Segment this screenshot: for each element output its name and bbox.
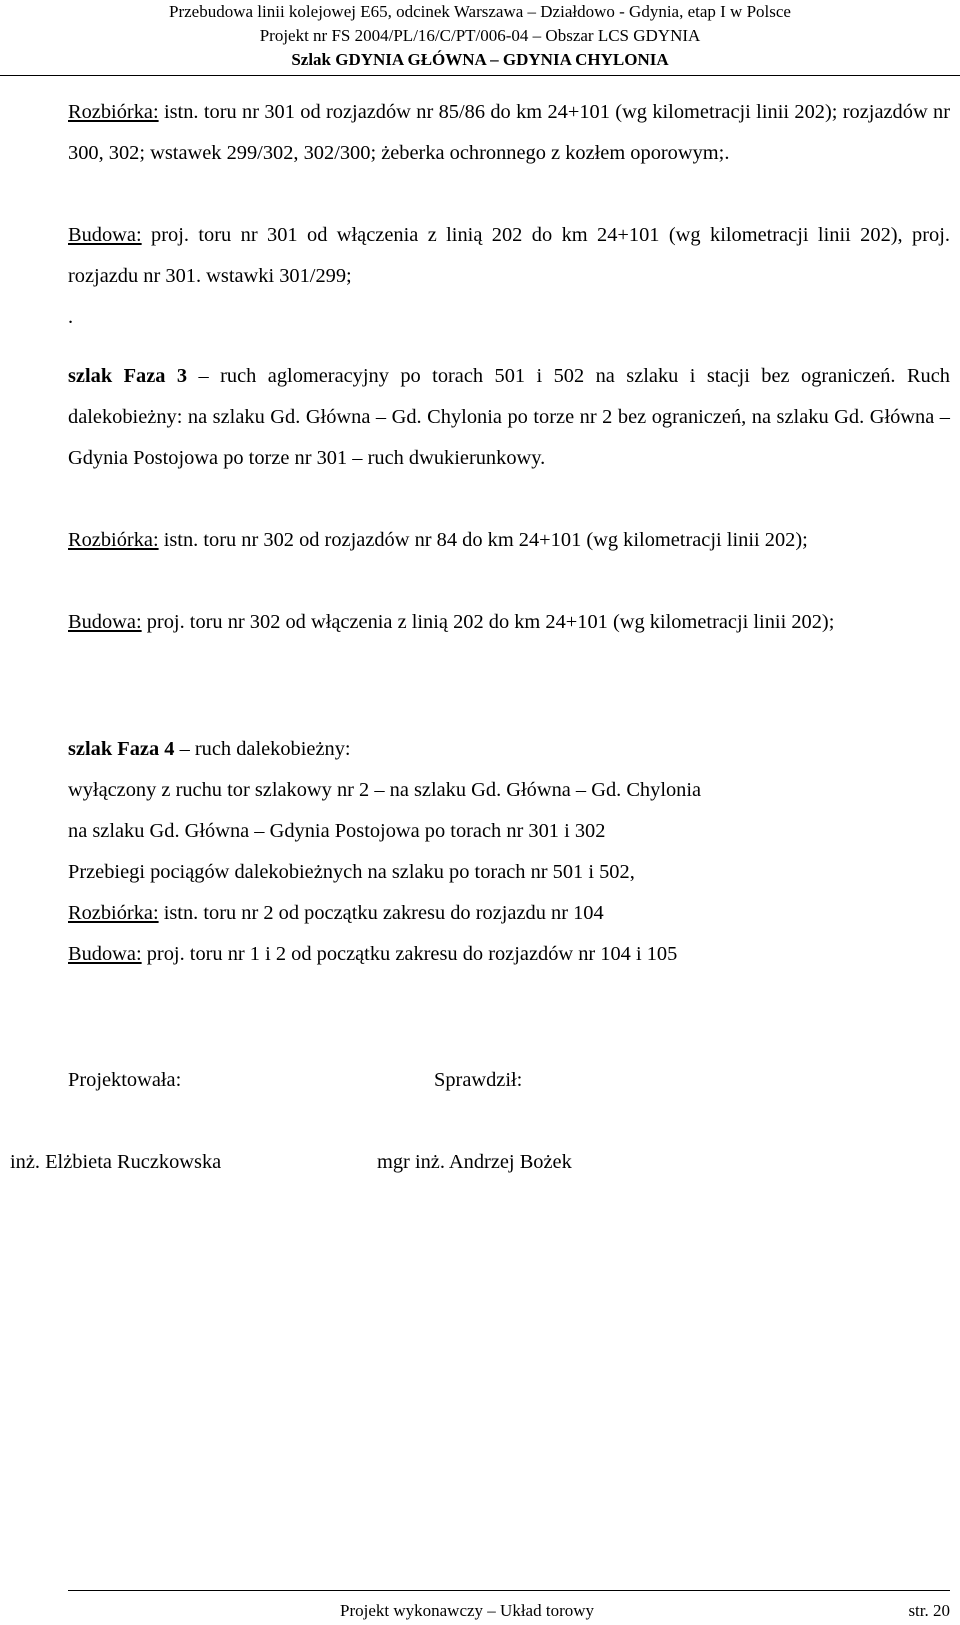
header-section-title: Szlak GDYNIA GŁÓWNA – GDYNIA CHYLONIA (291, 50, 669, 69)
paragraph-construction-302 (68, 602, 950, 643)
header-project-number: Projekt nr FS 2004/PL/16/C/PT/006-04 – Obszar LCS GDYNIA (259, 26, 701, 45)
footer-document-title: Projekt wykonawczy – Układ torowy (340, 1601, 595, 1620)
phase-label: szlak Faza 4 (68, 738, 175, 760)
footer-divider (68, 1590, 950, 1591)
checked-by-label: Sprawdził: (434, 1069, 523, 1091)
phase-label: szlak Faza 3 (68, 365, 188, 387)
demolition-label: Rozbiórka: (68, 101, 159, 123)
line-route-postojowa: na szlaku Gd. Główna – Gdynia Postojowa po torach nr 301 i 302 (68, 820, 606, 842)
paragraph-demolition-track-2 (68, 893, 950, 934)
construction-label: Budowa: (68, 943, 142, 965)
paragraph-dot: . (68, 306, 74, 328)
header-divider (0, 75, 960, 76)
header-project-title: Przebudowa linii kolejowej E65, odcinek Warszawa – Działdowo - Gdynia, etap I w Polsce (169, 2, 791, 21)
paragraph-construction-tracks-1-2 (68, 934, 950, 975)
checker-name: mgr inż. Andrzej Bożek (377, 1151, 572, 1173)
designer-name: inż. Elżbieta Ruczkowska (10, 1151, 222, 1173)
line-long-distance-trains: Przebiegi pociągów dalekobieżnych na szlaku po torach nr 501 i 502, (68, 861, 635, 883)
paragraph-text: proj. toru nr 1 i 2 od początku zakresu do rozjazdów nr 104 i 105 (141, 943, 678, 965)
paragraph-phase-4 (68, 729, 950, 770)
paragraph-text: istn. toru nr 301 od rozjazdów nr 85/86 do km 24+101 (wg kilometracji linii 202); rozjazdów nr 300, 302; wstawek 299/302, 302/300; żeberka ochronnego z kozłem oporowym;. (68, 101, 950, 164)
paragraph-text: proj. toru nr 301 od włączenia z linią 202 do km 24+101 (wg kilometracji linii 202), proj. rozjazdu nr 301. wstawki 301/299; (68, 224, 950, 287)
paragraph-text: – ruch dalekobieżny: (174, 738, 351, 760)
paragraph-text: istn. toru nr 2 od początku zakresu do rozjazdu nr 104 (158, 902, 604, 924)
paragraph-phase-3 (68, 356, 950, 479)
construction-label: Budowa: (68, 224, 142, 246)
paragraph-demolition-302 (68, 520, 950, 561)
paragraph-text: – ruch aglomeracyjny po torach 501 i 502 na szlaku i stacji bez ograniczeń. Ruch dalekobieżny: na szlaku Gd. Główna – Gd. Chylonia po torze nr 2 bez ograniczeń, na szlaku Gd. Główna – Gdynia Postojowa po torze nr 301 – ruch dwukierunkowy. (68, 365, 950, 469)
paragraph-text: proj. toru nr 302 od włączenia z linią 202 do km 24+101 (wg kilometracji linii 202); (141, 611, 835, 633)
demolition-label: Rozbiórka: (68, 529, 159, 551)
designed-by-label: Projektowała: (68, 1069, 182, 1091)
paragraph-construction-301 (68, 215, 950, 297)
line-track-closed: wyłączony z ruchu tor szlakowy nr 2 – na szlaku Gd. Główna – Gd. Chylonia (68, 779, 702, 801)
page-number: str. 20 (908, 1601, 950, 1620)
demolition-label: Rozbiórka: (68, 902, 159, 924)
paragraph-text: istn. toru nr 302 od rozjazdów nr 84 do km 24+101 (wg kilometracji linii 202); (158, 529, 808, 551)
construction-label: Budowa: (68, 611, 142, 633)
paragraph-demolition-301 (68, 92, 950, 174)
